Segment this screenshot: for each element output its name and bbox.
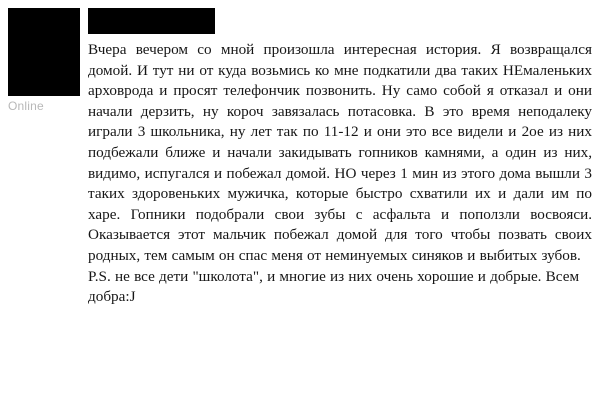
message-postscript: P.S. не все дети "школота", и многие из них очень хорошие и добрые. Всем добра:J (88, 267, 584, 306)
message-main-text: Вчера вечером со мной произошла интересная история. Я возвращался домой. И тут ни от куда возьмись ко мне подкатили два таких НЕмаленьких арховрода и просят телефончик позвонить. Ну само собой я отказал и они начали дерзить, ну короч завязалась потасовка. В это время неподалеку играли 3 школьника, ну лет так по 11-12 и они это все видели и 2ое из них подбежали ближе и начали закидывать гопников камнями, а один из них, видимо, испугался и побежал домой. НО через 1 мин из этого дома вышли 3 таких здоровеньких мужичка, которые быстро схватили их и дали им по харе. Гопники подобрали свои зубы с асфальта и поползли восвояси. Оказывается этот мальчик побежал домой для того чтобы позвать своих родных, тем самым он спас меня от неминуемых синяков и выбитых зубов. (88, 41, 597, 264)
message-body (88, 40, 597, 308)
avatar-column (8, 8, 80, 113)
status-badge: Online (8, 99, 44, 113)
avatar[interactable] (8, 8, 80, 96)
author-name-redacted (88, 8, 215, 34)
